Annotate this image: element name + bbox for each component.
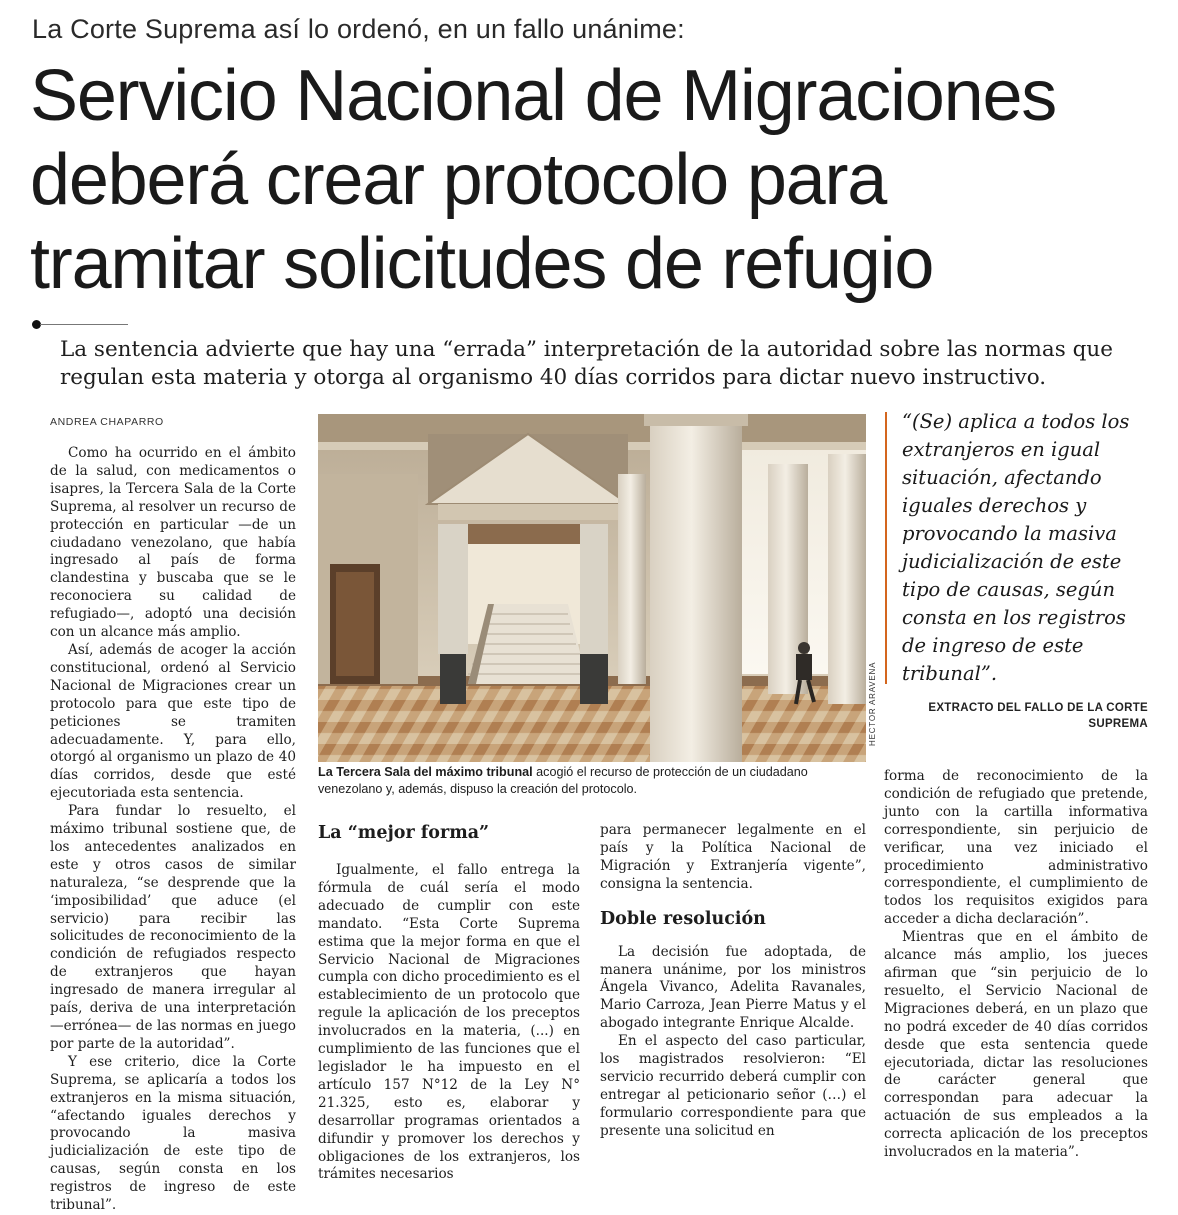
deck-line-2: regulan esta materia y otorga al organismo 40 días corridos para dictar nuevo instructivo. <box>60 365 1047 390</box>
quote-line: tribunal”. <box>902 662 998 685</box>
body-column-3 <box>600 822 866 1141</box>
body-column-1 <box>50 445 296 1215</box>
quote-source: EXTRACTO DEL FALLO DE LA CORTE SUPREMA <box>928 702 1148 730</box>
caption-lead: La Tercera Sala del máximo tribunal <box>318 765 533 779</box>
deck <box>60 336 1160 392</box>
photo-caption <box>318 764 866 798</box>
byline: ANDREA CHAPARRO <box>50 416 164 428</box>
quote-line: consta en los registros <box>902 606 1126 629</box>
paragraph: Para fundar lo resuelto, el máximo tribunal sostiene que, de los antecedentes analizados en este y otros casos de similar naturaleza, “se desprende que la ‘imposibilidad’ que aduce (el servicio) para recibir las solicitudes de reconocimiento de la condición de refugiados respecto de extranjeros que hayan ingresado de manera irregular al país, deriva de una interpretación —errónea— de las normas en juego por parte de la autoridad”. <box>50 803 296 1052</box>
paragraph: Así, además de acoger la acción constitucional, ordenó al Servicio Nacional de Migraciones crear un protocolo para que este tipo de peticiones se tramiten adecuadamente. Y, para ello, otorgó al organismo un plazo de 40 días corridos, desde que esté ejecutoriada esta sentencia. <box>50 641 296 802</box>
quote-line: tipo de causas, según <box>902 578 1116 601</box>
paragraph: Como ha ocurrido en el ámbito de la salud, con medicamentos o isapres, la Tercera Sala de la Corte Suprema, al resolver un recurso de protección en particular —de un ciudadano venezolano, que había ingresado al país de forma clandestina y buscaba que se le reconociera su calidad de refugiado—, adoptó una decisión con un alcance más amplio. <box>50 445 296 641</box>
headline-line-3: tramitar solicitudes de refugio <box>30 224 934 304</box>
body-column-2 <box>318 822 580 1184</box>
section-heading: Doble resolución <box>600 908 766 929</box>
paragraph: Mientras que en el ámbito de alcance más amplio, los jueces afirman que “sin perjuicio de lo resuelto, el Servicio Nacional de Migraciones deberá, en un plazo que no podrá exceder de 40 días corridos desde que esta sentencia quede ejecutoriada, dictar las resoluciones de carácter general que correspondan para adecuar la actuación de sus empleados a la correcta aplicación de los preceptos involucrados en la materia”. <box>884 929 1148 1161</box>
paragraph: La decisión fue adoptada, de manera unánime, por los ministros Ángela Vivanco, Adelita Ravanales, Mario Carroza, Jean Pierre Matus y el abogado integrante Enrique Alcalde. <box>600 943 866 1032</box>
pull-quote <box>902 408 1164 688</box>
headline <box>30 54 1160 306</box>
paragraph: Igualmente, el fallo entrega la fórmula de cuál sería el modo adecuado de cumplir con este mandato. “Esta Corte Suprema estima que la mejor forma en que el Servicio Nacional de Migraciones cumpla con dicho procedimiento es el establecimiento de un protocolo que regule la aplicación de los preceptos involucrados en la materia, (...) en cumplimiento de las funciones que el legislador le ha impuesto en el artículo 157 N°12 de la Ley N° 21.325, esto es, elaborar y desarrollar programas orientados a difundir y promover los derechos y obligaciones de los extranjeros, los trámites necesarios <box>318 862 580 1183</box>
quote-line: de ingreso de este <box>902 634 1084 657</box>
paragraph-continued: para permanecer legalmente en el país y la Política Nacional de Migración y Extranjería vigente”, consigna la sentencia. <box>600 822 866 892</box>
courthouse-illustration <box>318 414 866 762</box>
rule-line <box>40 324 128 325</box>
section-heading: La “mejor forma” <box>318 823 490 843</box>
quote-line: extranjeros en igual <box>902 438 1101 461</box>
headline-line-1: Servicio Nacional de Migraciones <box>30 56 1057 136</box>
courthouse-photo <box>318 414 866 762</box>
paragraph: Y ese criterio, dice la Corte Suprema, se aplicaría a todos los extranjeros en la misma situación, “afectando iguales derechos y provocando la masiva judicialización de este tipo de causas, según consta en los registros de ingreso de este tribunal”. <box>50 1053 296 1214</box>
headline-line-2: deberá crear protocolo para <box>30 140 887 220</box>
deck-line-1: La sentencia advierte que hay una “errada” interpretación de la autoridad sobre las normas que <box>60 337 1113 362</box>
caption-text: acogió el recurso de protección de un ciudadano venezolano y, además, dispuso la creación del protocolo. <box>318 765 808 796</box>
quote-line: provocando la masiva <box>902 522 1117 545</box>
kicker: La Corte Suprema así lo ordenó, en un fallo unánime: <box>32 14 685 44</box>
photo-credit-text: HECTOR ARAVENA <box>868 661 877 746</box>
quote-line: situación, afectando <box>902 466 1102 489</box>
body-column-4 <box>884 768 1148 1162</box>
photo-credit <box>866 588 880 748</box>
paragraph-continued: forma de reconocimiento de la condición de refugiado que pretende, junto con la cartilla informativa correspondiente, sin perjuicio de verificar, una vez iniciado el procedimiento administrativo correspondiente, el cumplimiento de todos los requisitos exigidos para acceder a dicha declaración”. <box>884 768 1148 928</box>
paragraph: En el aspecto del caso particular, los magistrados resolvieron: “El servicio recurrido deberá cumplir con entregar al peticionario señor (…) el formulario correspondiente para que presente una solicitud en <box>600 1033 866 1139</box>
quote-line: “(Se) aplica a todos los <box>902 410 1130 433</box>
quote-accent-bar <box>885 412 887 684</box>
quote-line: iguales derechos y <box>902 494 1087 517</box>
quote-line: judicialización de este <box>902 550 1122 573</box>
